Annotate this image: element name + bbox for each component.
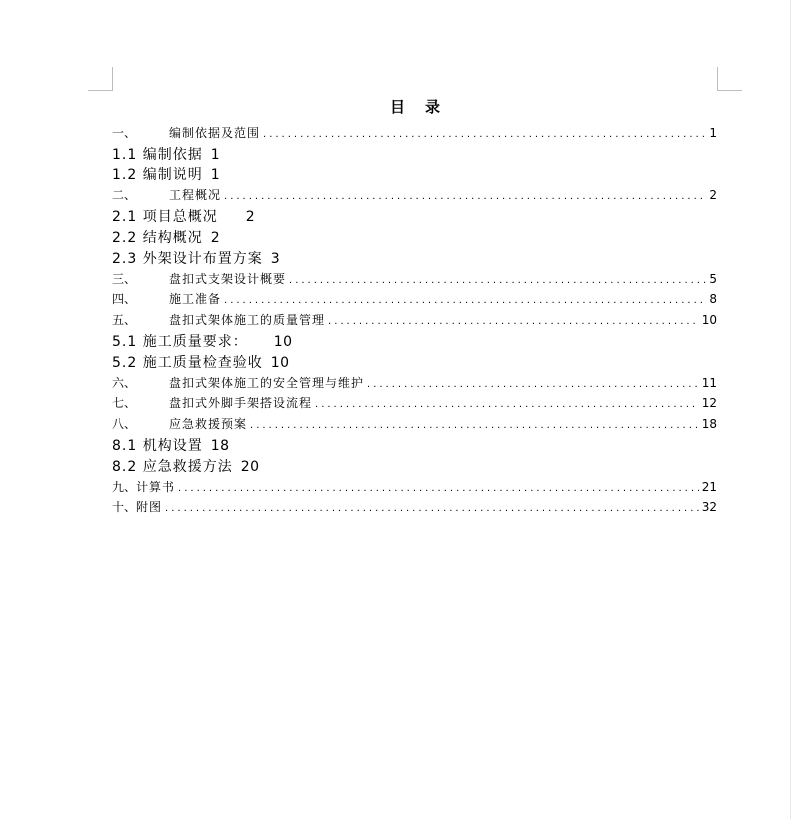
toc-subentry-page: 10 bbox=[270, 355, 290, 371]
toc-entry-number: 四、 bbox=[112, 292, 137, 306]
toc-entry-2-1[interactable] bbox=[112, 207, 717, 227]
toc-entry-number: 一、 bbox=[112, 126, 137, 140]
toc-leader-dots bbox=[165, 501, 699, 517]
toc-entry-1-2[interactable] bbox=[112, 165, 717, 185]
toc-entry-5-2[interactable] bbox=[112, 353, 717, 373]
toc-leader-dots bbox=[178, 481, 699, 497]
toc-entry-page: 11 bbox=[701, 376, 717, 390]
toc-subentry-page: 2 bbox=[245, 209, 256, 225]
toc-entry-number: 二、 bbox=[112, 188, 137, 202]
toc-subentry-title: 2.1 项目总概况 bbox=[112, 209, 218, 225]
toc-entry-page: 1 bbox=[709, 126, 717, 140]
toc-entry-number: 十、 bbox=[112, 500, 137, 514]
toc-entry-2[interactable] bbox=[112, 187, 717, 203]
toc-subentry-title: 1.2 编制说明 bbox=[112, 167, 203, 183]
toc-entry-5[interactable] bbox=[112, 312, 717, 328]
toc-entry-2-3[interactable] bbox=[112, 249, 717, 269]
toc-entry-number: 五、 bbox=[112, 313, 137, 327]
toc-leader-dots bbox=[367, 377, 699, 393]
toc-entry-8-2[interactable] bbox=[112, 457, 717, 477]
toc-subentry-title: 8.2 应急救援方法 bbox=[112, 459, 233, 475]
toc-entry-10[interactable] bbox=[112, 499, 717, 515]
toc-entry-page: 12 bbox=[701, 396, 717, 410]
toc-subentry-page: 10 bbox=[273, 334, 293, 350]
top-right-margin-mark bbox=[717, 67, 742, 91]
toc-leader-dots bbox=[315, 397, 699, 413]
toc-subentry-title: 2.2 结构概况 bbox=[112, 230, 203, 246]
toc-entry-number: 八、 bbox=[112, 417, 137, 431]
toc-leader-dots bbox=[224, 189, 706, 205]
toc-leader-dots bbox=[250, 418, 699, 434]
toc-entry-title: 编制依据及范围 bbox=[169, 126, 261, 140]
toc-leader-dots bbox=[289, 273, 706, 289]
toc-subentry-title: 8.1 机构设置 bbox=[112, 438, 203, 454]
toc-entry-title: 工程概况 bbox=[169, 188, 222, 202]
toc-subentry-title: 1.1 编制依据 bbox=[112, 147, 203, 163]
toc-subentry-page: 1 bbox=[210, 147, 221, 163]
toc-entry-1[interactable] bbox=[112, 125, 717, 141]
toc-entry-number: 六、 bbox=[112, 376, 137, 390]
toc-entry-4[interactable] bbox=[112, 291, 717, 307]
toc-leader-dots bbox=[224, 293, 706, 309]
toc-entry-number: 九、 bbox=[112, 480, 137, 494]
toc-entry-7[interactable] bbox=[112, 395, 717, 411]
toc-heading-part2: 录 bbox=[425, 98, 441, 116]
toc-entry-3[interactable] bbox=[112, 271, 717, 287]
toc-entry-title: 盘扣式架体施工的质量管理 bbox=[169, 313, 326, 327]
toc-subentry-page: 2 bbox=[210, 230, 221, 246]
toc-heading-part1: 目 bbox=[389, 98, 405, 116]
toc-entry-page: 21 bbox=[701, 480, 717, 494]
toc-entry-title: 施工准备 bbox=[169, 292, 222, 306]
toc-entry-title: 应急救援预案 bbox=[169, 417, 248, 431]
toc-entry-9[interactable] bbox=[112, 479, 717, 495]
toc-entry-title: 附图 bbox=[136, 500, 163, 514]
toc-subentry-page: 3 bbox=[270, 251, 281, 267]
page-edge bbox=[790, 0, 791, 819]
toc-entry-6[interactable] bbox=[112, 375, 717, 391]
toc-leader-dots bbox=[263, 127, 706, 143]
toc-entry-title: 盘扣式架体施工的安全管理与维护 bbox=[169, 376, 365, 390]
toc-subentry-title: 2.3 外架设计布置方案 bbox=[112, 251, 263, 267]
toc-subentry-page: 20 bbox=[240, 459, 260, 475]
toc-subentry-page: 18 bbox=[210, 438, 230, 454]
toc-entry-2-2[interactable] bbox=[112, 228, 717, 248]
toc-entry-page: 5 bbox=[709, 272, 717, 286]
toc-entry-5-1[interactable] bbox=[112, 332, 717, 352]
toc-subentry-title: 5.1 施工质量要求： bbox=[112, 334, 248, 350]
toc-heading bbox=[0, 96, 796, 117]
toc-entry-number: 三、 bbox=[112, 272, 137, 286]
top-left-margin-mark bbox=[88, 67, 113, 91]
toc-entry-title: 盘扣式支架设计概要 bbox=[169, 272, 287, 286]
toc-entry-page: 32 bbox=[701, 500, 717, 514]
toc-entry-page: 18 bbox=[701, 417, 717, 431]
toc-entry-8-1[interactable] bbox=[112, 436, 717, 456]
toc-subentry-page: 1 bbox=[210, 167, 221, 183]
toc-entry-page: 10 bbox=[701, 313, 717, 327]
toc-entry-title: 盘扣式外脚手架搭设流程 bbox=[169, 396, 313, 410]
toc-leader-dots bbox=[328, 314, 699, 330]
toc-entry-number: 七、 bbox=[112, 396, 137, 410]
toc-entry-page: 8 bbox=[709, 292, 717, 306]
toc-subentry-title: 5.2 施工质量检查验收 bbox=[112, 355, 263, 371]
toc-entry-8[interactable] bbox=[112, 416, 717, 432]
toc-entry-page: 2 bbox=[709, 188, 717, 202]
toc-entry-1-1[interactable] bbox=[112, 145, 717, 165]
toc-entry-title: 计算书 bbox=[136, 480, 176, 494]
